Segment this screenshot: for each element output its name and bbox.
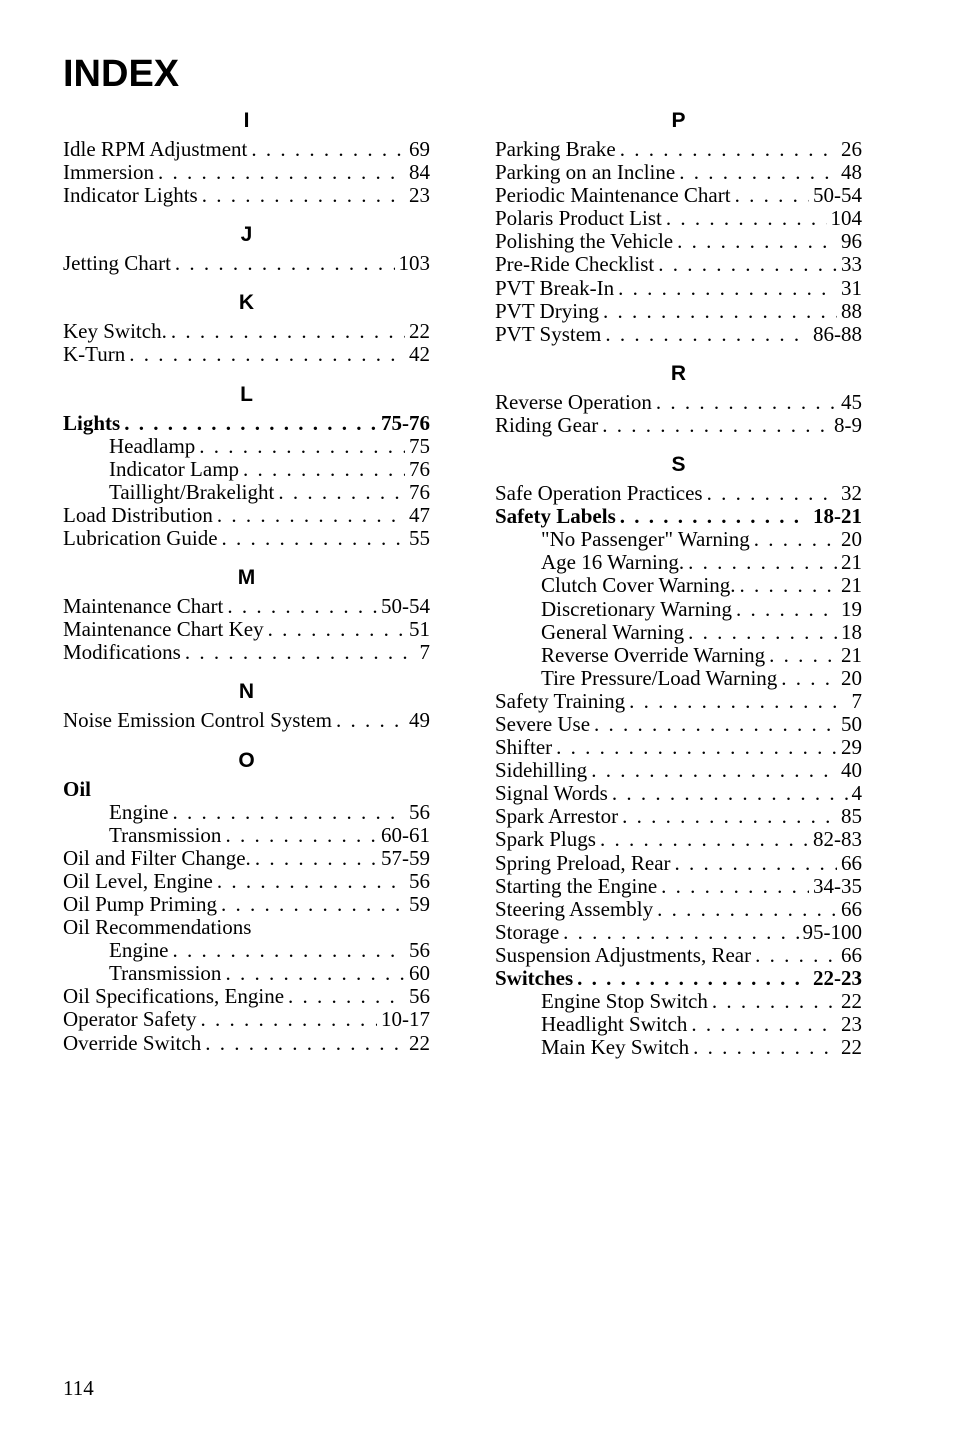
leader-dots [620,138,837,161]
entry-page: 45 [841,389,862,414]
entry-label: Load Distribution [63,502,213,527]
index-subentry [63,939,430,962]
leader-dots [556,736,837,759]
entry-page: 7 [851,688,862,713]
entry-page: 21 [841,550,862,575]
index-entry [63,412,430,435]
entry-label: Oil Recommendations [63,915,252,940]
index-subentry [495,574,862,597]
leader-dots [769,644,837,667]
index-subentry [495,1036,862,1059]
leader-dots [679,161,837,184]
section-letter: S [671,453,686,477]
entry-page: 104 [830,206,862,231]
leader-dots [603,300,837,323]
entry-page: 10-17 [381,1007,430,1032]
entry-label: Main Key Switch [541,1035,690,1060]
index-entry [63,916,430,939]
leader-dots [656,391,837,414]
section-letter: J [240,223,253,247]
leader-dots [563,921,798,944]
entry-page: 50 [841,711,862,736]
leader-dots [243,458,405,481]
entry-page: 26 [841,137,862,161]
leader-dots [620,505,809,528]
entry-label: Operator Safety [63,1007,197,1032]
entry-page: 7 [419,640,430,665]
entry-label: Transmission [109,961,222,986]
index-entry [63,870,430,893]
entry-page: 86-88 [813,321,862,346]
index-entry [495,736,862,759]
leader-dots [602,414,830,437]
entry-page: 32 [841,481,862,506]
leader-dots [657,898,837,921]
entry-page: 88 [841,298,862,323]
entry-label: PVT Break-In [495,275,615,300]
leader-dots [221,893,405,916]
entry-page: 85 [841,804,862,829]
entry-page: 51 [409,617,430,642]
index-entry [63,252,430,275]
index-section-i [63,104,430,207]
entry-page: 82-83 [813,827,862,852]
leader-dots [201,1008,377,1031]
entry-label: Indicator Lamp [109,456,240,481]
entry-page: 76 [409,479,430,504]
index-section-k [63,286,430,366]
entry-page: 66 [841,850,862,875]
leader-dots [185,641,416,664]
entry-label: Suspension Adjustments, Rear [495,942,752,967]
entry-page: 20 [841,527,862,552]
entry-page: 76 [409,456,430,481]
index-entry [63,847,430,870]
entry-page: 31 [841,275,862,300]
index-entry [495,875,862,898]
entry-label: Safe Operation Practices [495,481,703,506]
entry-page: 22-23 [813,966,862,990]
leader-dots [622,805,837,828]
entry-label: Parking Brake [495,137,616,161]
index-entry [63,320,430,343]
entry-page: 22 [409,1030,430,1055]
index-section-r [495,357,862,437]
index-entry [63,527,430,550]
index-entry [495,759,862,782]
leader-dots [618,277,837,300]
index-subentry [63,962,430,985]
page-number: 114 [63,1376,94,1400]
entry-page: 34-35 [813,873,862,898]
index-entry [63,138,430,161]
index-entry [63,641,430,664]
entry-label: Key Switch. [63,319,167,344]
entry-page: 56 [409,984,430,1009]
entry-page: 75-76 [381,410,430,435]
index-entry [63,343,430,366]
entry-page: 103 [398,251,430,276]
leader-dots [688,621,837,644]
index-entry [495,482,862,505]
index-entry [63,161,430,184]
leader-dots [691,1013,837,1036]
entry-page: 19 [841,596,862,621]
entry-page: 55 [409,526,430,551]
entry-label: Jetting Chart [63,251,171,276]
index-entry [495,898,862,921]
leader-dots [577,967,809,990]
entry-page: 21 [841,642,862,667]
entry-label: Polaris Product List [495,206,662,231]
leader-dots [222,527,405,550]
index-subentry [495,644,862,667]
entry-page: 42 [409,342,430,367]
index-entry [495,690,862,713]
entry-page: 20 [841,665,862,690]
entry-page: 29 [841,735,862,760]
index-entry [495,921,862,944]
entry-label: Indicator Lights [63,183,198,208]
index-section-o [63,744,430,1055]
entry-page: 56 [409,938,430,963]
index-entry [495,828,862,851]
index-subentry [495,598,862,621]
leader-dots [171,320,405,343]
index-entry [495,184,862,207]
index-entry [63,1032,430,1055]
index-entry [63,504,430,527]
index-entry [495,391,862,414]
leader-dots [688,551,837,574]
leader-dots [712,990,837,1013]
index-entry [495,805,862,828]
index-subentry [495,551,862,574]
entry-page: 40 [841,758,862,783]
section-letter: R [670,361,687,385]
index-column-left [63,104,430,1066]
index-entry [495,967,862,990]
index-entry [495,852,862,875]
entry-page: 22 [841,989,862,1014]
entry-page: 18-21 [813,504,862,529]
leader-dots [739,574,837,597]
index-entry [495,414,862,437]
section-letter: I [243,109,250,132]
index-section-m [63,561,430,664]
index-entry [495,161,862,184]
entry-label: Pre-Ride Checklist [495,252,655,277]
leader-dots [225,824,377,847]
page-title: INDEX [63,53,180,95]
leader-dots [288,985,405,1008]
entry-label: Discretionary Warning [541,596,732,621]
leader-dots [158,161,405,184]
entry-label: Headlight Switch [541,1012,688,1037]
index-entry [495,300,862,323]
entry-page: 57-59 [381,845,430,870]
leader-dots [202,184,405,207]
entry-page: 47 [409,502,430,527]
index-section-s [495,448,862,1059]
entry-label: Polishing the Vehicle [495,229,674,254]
leader-dots [336,709,405,732]
index-entry [63,1008,430,1031]
entry-label: Transmission [109,822,222,847]
index-entry [63,778,430,801]
leader-dots [605,323,809,346]
entry-label: Maintenance Chart Key [63,617,264,642]
index-entry [495,138,862,161]
entry-label: Reverse Operation [495,389,652,414]
entry-label: Clutch Cover Warning. [541,573,736,598]
entry-label: Riding Gear [495,412,599,437]
entry-page: 22 [841,1035,862,1060]
entry-label: PVT Drying [495,298,600,323]
index-entry [495,713,862,736]
section-letter: O [238,748,255,772]
index-entry [495,782,862,805]
leader-dots [217,870,405,893]
index-subentry [495,1013,862,1036]
entry-page: 95-100 [802,919,862,944]
index-entry [495,944,862,967]
leader-dots [251,138,405,161]
entry-page: 18 [841,619,862,644]
leader-dots [124,412,377,435]
index-entry [495,277,862,300]
index-section-n [63,675,430,732]
entry-label: Oil Specifications, Engine [63,984,285,1009]
leader-dots [707,482,837,505]
entry-label: Signal Words [495,781,608,806]
entry-label: Shifter [495,735,553,760]
index-subentry [63,435,430,458]
leader-dots [755,944,837,967]
leader-dots [129,343,405,366]
leader-dots [175,252,395,275]
leader-dots [735,184,809,207]
entry-page: 33 [841,252,862,277]
index-entry [495,253,862,276]
leader-dots [736,598,837,621]
section-letter: K [238,291,255,315]
leader-dots [268,618,405,641]
entry-label: PVT System [495,321,602,346]
index-section-j [63,218,430,275]
index-subentry [495,990,862,1013]
entry-label: Idle RPM Adjustment [63,137,248,161]
entry-label: "No Passenger" Warning [541,527,750,552]
leader-dots [677,230,837,253]
entry-page: 56 [409,868,430,893]
entry-label: K-Turn [63,342,126,367]
entry-label: Engine [109,938,169,963]
entry-page: 22 [409,319,430,344]
entry-label: Modifications [63,640,181,665]
index-section-l [63,378,430,551]
entry-label: Oil and Filter Change. [63,845,251,870]
section-letter: N [238,680,255,704]
entry-label: Noise Emission Control System [63,708,332,733]
entry-label: Storage [495,919,560,944]
entry-label: Override Switch [63,1030,202,1055]
leader-dots [675,852,837,875]
entry-label: Safety Training [495,688,626,713]
entry-page: 49 [409,708,430,733]
leader-dots [600,828,809,851]
entry-page: 4 [851,781,862,806]
entry-page: 84 [409,160,430,185]
leader-dots [255,847,377,870]
entry-label: Lubrication Guide [63,526,218,551]
entry-page: 59 [409,891,430,916]
entry-page: 60 [409,961,430,986]
leader-dots [612,782,848,805]
index-subentry [63,481,430,504]
index-entry [495,207,862,230]
leader-dots [661,875,809,898]
leader-dots [591,759,837,782]
index-subentry [63,801,430,824]
entry-page: 56 [409,799,430,824]
leader-dots [172,801,405,824]
index-subentry [63,458,430,481]
entry-page: 75 [409,433,430,458]
index-column-right [495,104,862,1070]
entry-label: Starting the Engine [495,873,658,898]
index-subentry [495,621,862,644]
leader-dots [666,207,827,230]
entry-label: Oil [63,776,92,801]
entry-label: Immersion [63,160,154,185]
entry-label: Periodic Maintenance Chart [495,183,731,208]
entry-label: Severe Use [495,711,591,736]
entry-label: Engine Stop Switch [541,989,708,1014]
index-subentry [63,824,430,847]
index-entry [495,505,862,528]
leader-dots [227,595,377,618]
entry-label: Steering Assembly [495,896,654,921]
section-letter: P [671,109,686,132]
entry-label: Parking on an Incline [495,160,676,185]
index-entry [63,184,430,207]
entry-label: Engine [109,799,169,824]
leader-dots [278,481,405,504]
entry-label: Oil Pump Priming [63,891,218,916]
index-entry [63,618,430,641]
entry-label: Headlamp [109,433,196,458]
index-entry [63,893,430,916]
entry-label: Spark Plugs [495,827,596,852]
index-section-p [495,104,862,346]
index-entry [63,709,430,732]
entry-label: Sidehilling [495,758,588,783]
entry-page: 66 [841,942,862,967]
entry-label: General Warning [541,619,685,644]
entry-label: Oil Level, Engine [63,868,213,893]
leader-dots [225,962,405,985]
section-letter: L [240,382,253,406]
index-subentry [495,528,862,551]
leader-dots [594,713,837,736]
entry-label: Taillight/Brakelight [109,479,275,504]
leader-dots [781,667,837,690]
leader-dots [217,504,405,527]
entry-page: 60-61 [381,822,430,847]
entry-label: Maintenance Chart [63,594,224,619]
entry-page: 8-9 [834,412,862,437]
entry-page: 96 [841,229,862,254]
index-entry [63,985,430,1008]
entry-page: 21 [841,573,862,598]
entry-label: Tire Pressure/Load Warning [541,665,778,690]
entry-label: Spark Arrestor [495,804,619,829]
entry-page: 66 [841,896,862,921]
index-entry [495,230,862,253]
entry-label: Reverse Override Warning [541,642,766,667]
entry-page: 69 [409,137,430,161]
leader-dots [754,528,837,551]
entry-page: 50-54 [381,594,430,619]
leader-dots [629,690,847,713]
entry-label: Age 16 Warning. [541,550,685,575]
leader-dots [693,1036,837,1059]
entry-page: 23 [409,183,430,208]
section-letter: M [237,566,256,590]
entry-page: 48 [841,160,862,185]
leader-dots [199,435,405,458]
index-entry [495,323,862,346]
index-entry [63,595,430,618]
entry-page: 23 [841,1012,862,1037]
entry-label: Safety Labels [495,504,616,529]
entry-label: Lights [63,410,121,435]
leader-dots [205,1032,405,1055]
index-subentry [495,667,862,690]
entry-label: Switches [495,966,574,990]
entry-label: Spring Preload, Rear [495,850,671,875]
leader-dots [658,253,837,276]
leader-dots [172,939,405,962]
entry-page: 50-54 [813,183,862,208]
